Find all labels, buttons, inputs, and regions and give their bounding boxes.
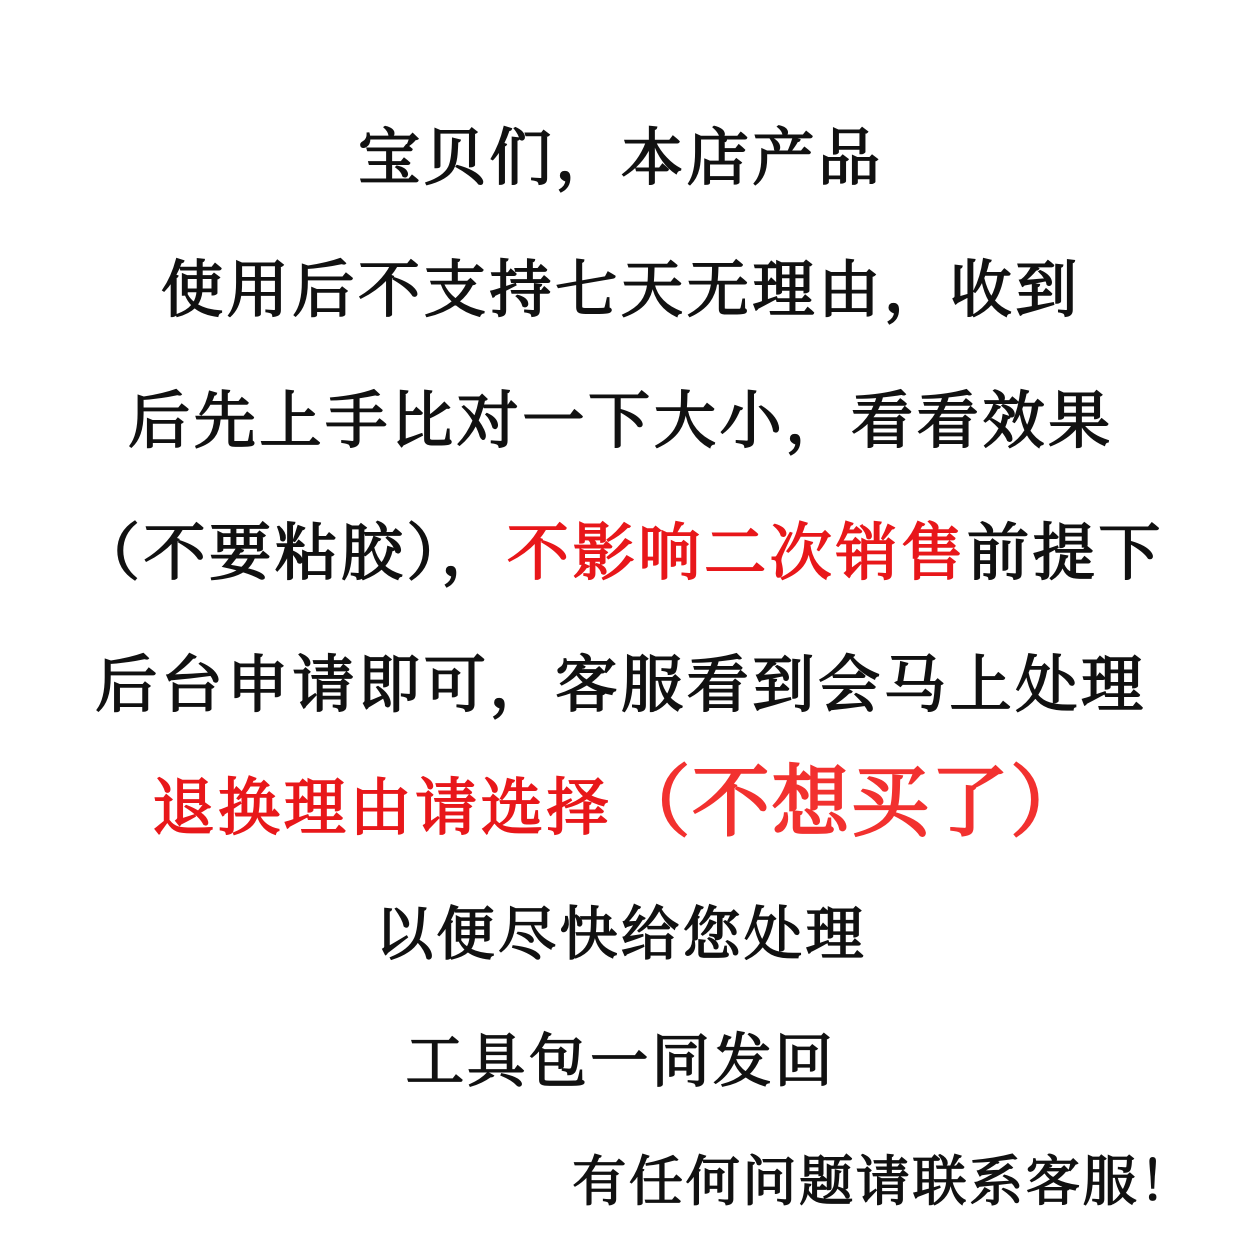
notice-line-2: 使用后不支持七天无理由，收到: [160, 252, 1082, 326]
notice-line-5: 后台申请即可，客服看到会马上处理: [95, 647, 1147, 721]
notice-line-6: [40, 756, 1202, 851]
notice-line-1: 宝贝们，本店产品: [358, 121, 884, 194]
notice-line-4: [40, 515, 1202, 591]
notice-line-4-suffix: 前提下: [966, 515, 1165, 589]
notice-line-8: 工具包一同发回: [405, 1027, 837, 1096]
return-reason-label: 退换理由请选择: [152, 771, 613, 845]
notice-line-4-highlight: 不影响二次销售: [506, 515, 967, 589]
notice-line-7: 以便尽快给您处理: [375, 900, 867, 969]
return-reason-value: （不想买了）: [612, 758, 1090, 849]
notice-line-4-prefix: （不要粘胶），: [77, 515, 507, 589]
contact-support-note: 有任何问题请联系客服！: [572, 1150, 1196, 1213]
notice-line-3: 后先上手比对一下大小，看看效果: [128, 384, 1114, 458]
